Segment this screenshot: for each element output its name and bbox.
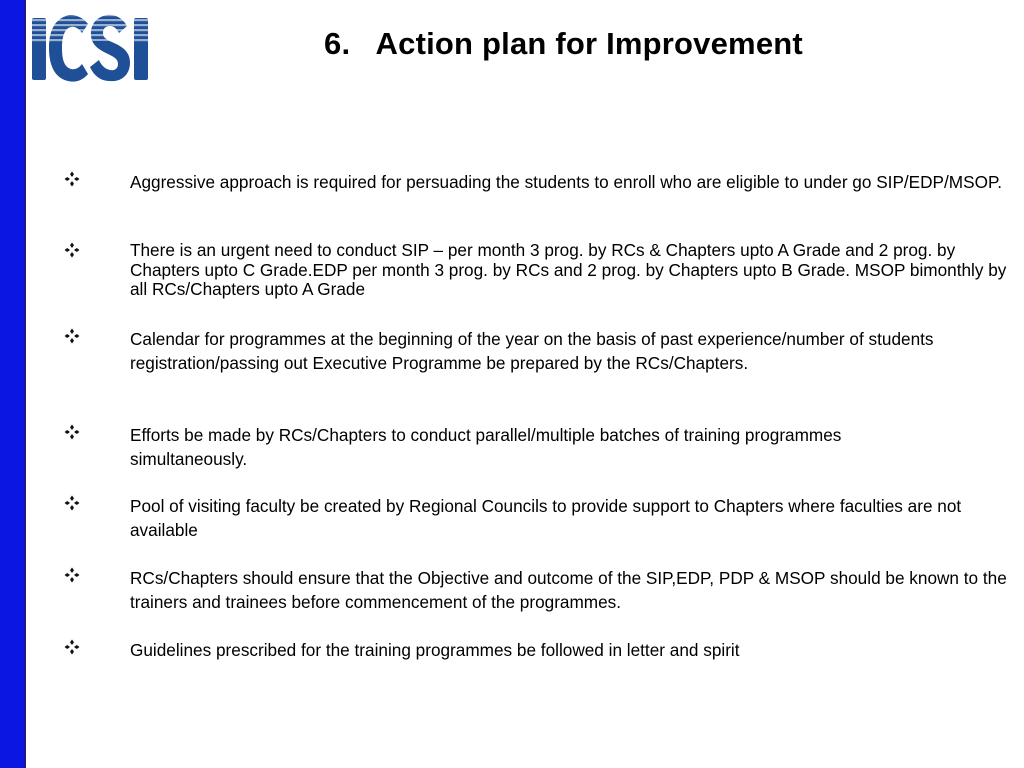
bullet-text: RCs/Chapters should ensure that the Objective and outcome of the SIP,EDP, PDP & MSOP should be known to the trainers and trainees before commencement of the programmes.	[130, 568, 1007, 612]
bullet-text: Aggressive approach is required for persuading the students to enroll who are eligible to under go SIP/EDP/MSOP.	[130, 172, 1002, 192]
diamond-bullet-icon	[64, 567, 80, 583]
slide-title: 6. Action plan for Improvement	[324, 26, 803, 61]
bullet-text: Pool of visiting faculty be created by Regional Councils to provide support to Chapters where faculties are not available	[130, 496, 962, 540]
bullet-text: Guidelines prescribed for the training programmes be followed in letter and spirit	[130, 640, 740, 660]
bullet-text: Efforts be made by RCs/Chapters to conduct parallel/multiple batches of training programmes simultaneously.	[130, 425, 842, 469]
diamond-bullet-icon	[64, 639, 80, 655]
diamond-bullet-icon	[64, 171, 80, 187]
bullet-text: There is an urgent need to conduct SIP – per month 3 prog. by RCs & Chapters upto A Grade and 2 prog. by Chapters upto C Grade.EDP per month 3 prog. by RCs and 2 prog. by Chapters upto B Grade. MSOP bimonthly by all RCs/Chapters upto A Grade	[130, 240, 1007, 299]
diamond-bullet-icon	[64, 424, 80, 440]
diamond-bullet-icon	[64, 495, 80, 511]
diamond-bullet-icon	[64, 328, 80, 344]
bullet-text: Calendar for programmes at the beginning of the year on the basis of past experience/number of students registration/passing out Executive Programme be prepared by the RCs/Chapters.	[130, 329, 934, 373]
diamond-bullet-icon	[64, 242, 80, 258]
